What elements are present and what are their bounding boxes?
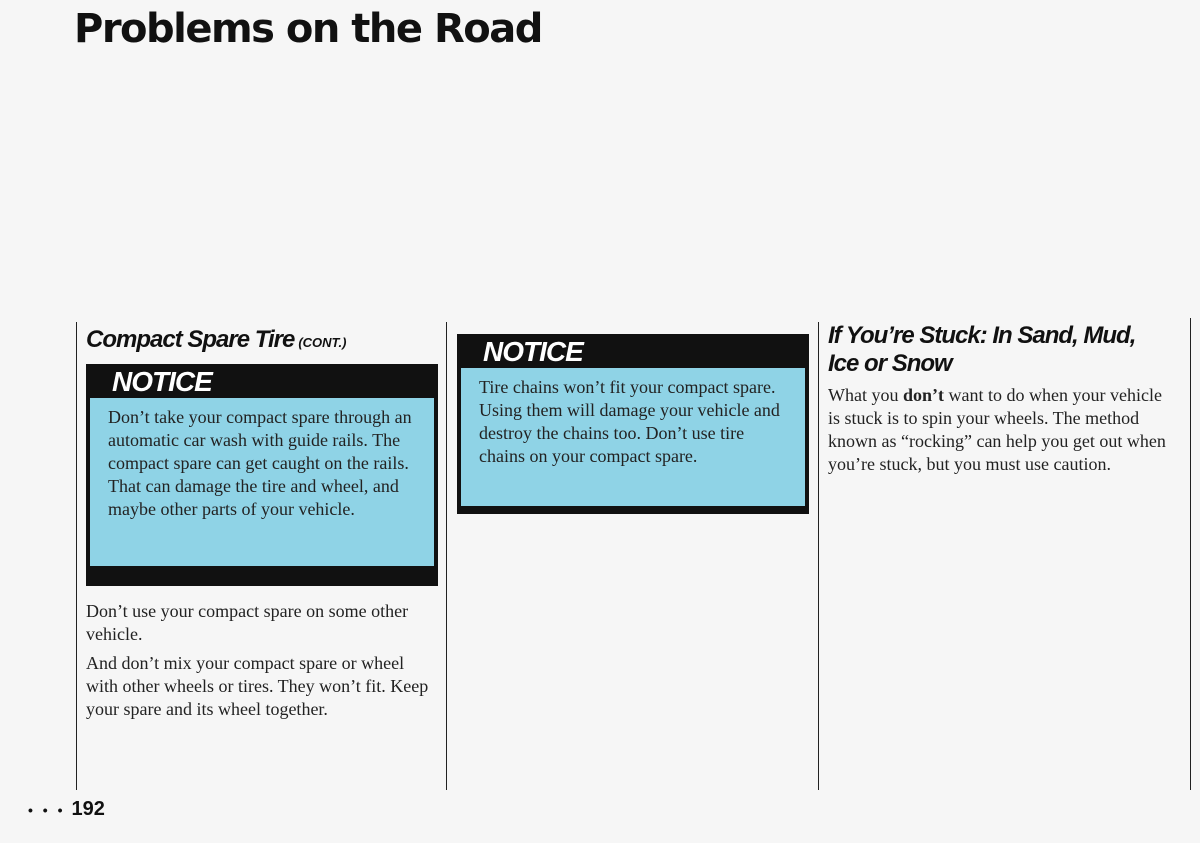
- page-number: [28, 798, 105, 821]
- section-heading-text: Compact Spare Tire: [86, 326, 295, 353]
- notice-label: NOTICE: [112, 366, 212, 397]
- column-rule-middle-left: [446, 322, 447, 790]
- notice-box-tire-chains: [457, 334, 809, 514]
- paragraph-other-vehicle: Don’t use your compact spare on some other vehicle.: [86, 601, 409, 644]
- emphasis-dont: don’t: [902, 385, 944, 405]
- page-number-dots: • • •: [28, 801, 66, 818]
- section-heading-if-stuck: If You’re Stuck: In Sand, Mud, Ice or Snow: [828, 322, 1136, 377]
- column-rule-right: [1190, 318, 1191, 790]
- notice-text: Tire chains won’t fit your compact spare. Using them will damage your vehicle and destroy the chains too. Don’t use tire chains on your compact spare.: [461, 368, 805, 506]
- notice-text: Don’t take your compact spare through an automatic car wash with guide rails. The compact spare can get caught on the rails. That can damage the tire and wheel, and maybe other parts of your vehicle.: [90, 398, 434, 566]
- page-title: Problems on the Road: [74, 6, 542, 52]
- paragraph-text-before: What you: [828, 385, 903, 405]
- paragraph-rocking: [828, 384, 1176, 476]
- notice-label: NOTICE: [483, 336, 583, 367]
- notice-box-car-wash: [86, 364, 438, 586]
- section-heading-compact-spare: [86, 326, 346, 354]
- column-rule-left: [76, 322, 77, 790]
- paragraph-dont-mix: And don’t mix your compact spare or wheel with other wheels or tires. They won’t fit. Keep your spare and its wheel together.: [86, 653, 429, 719]
- column-rule-middle-right: [818, 322, 819, 790]
- page-number-value: 192: [71, 798, 105, 820]
- continued-label: (CONT.): [298, 335, 347, 350]
- paragraph-text-after: want to do when your vehicle is stuck is to spin your wheels. The method known as “rocking” can help you get out when you’re stuck, but you must use caution.: [828, 385, 1166, 474]
